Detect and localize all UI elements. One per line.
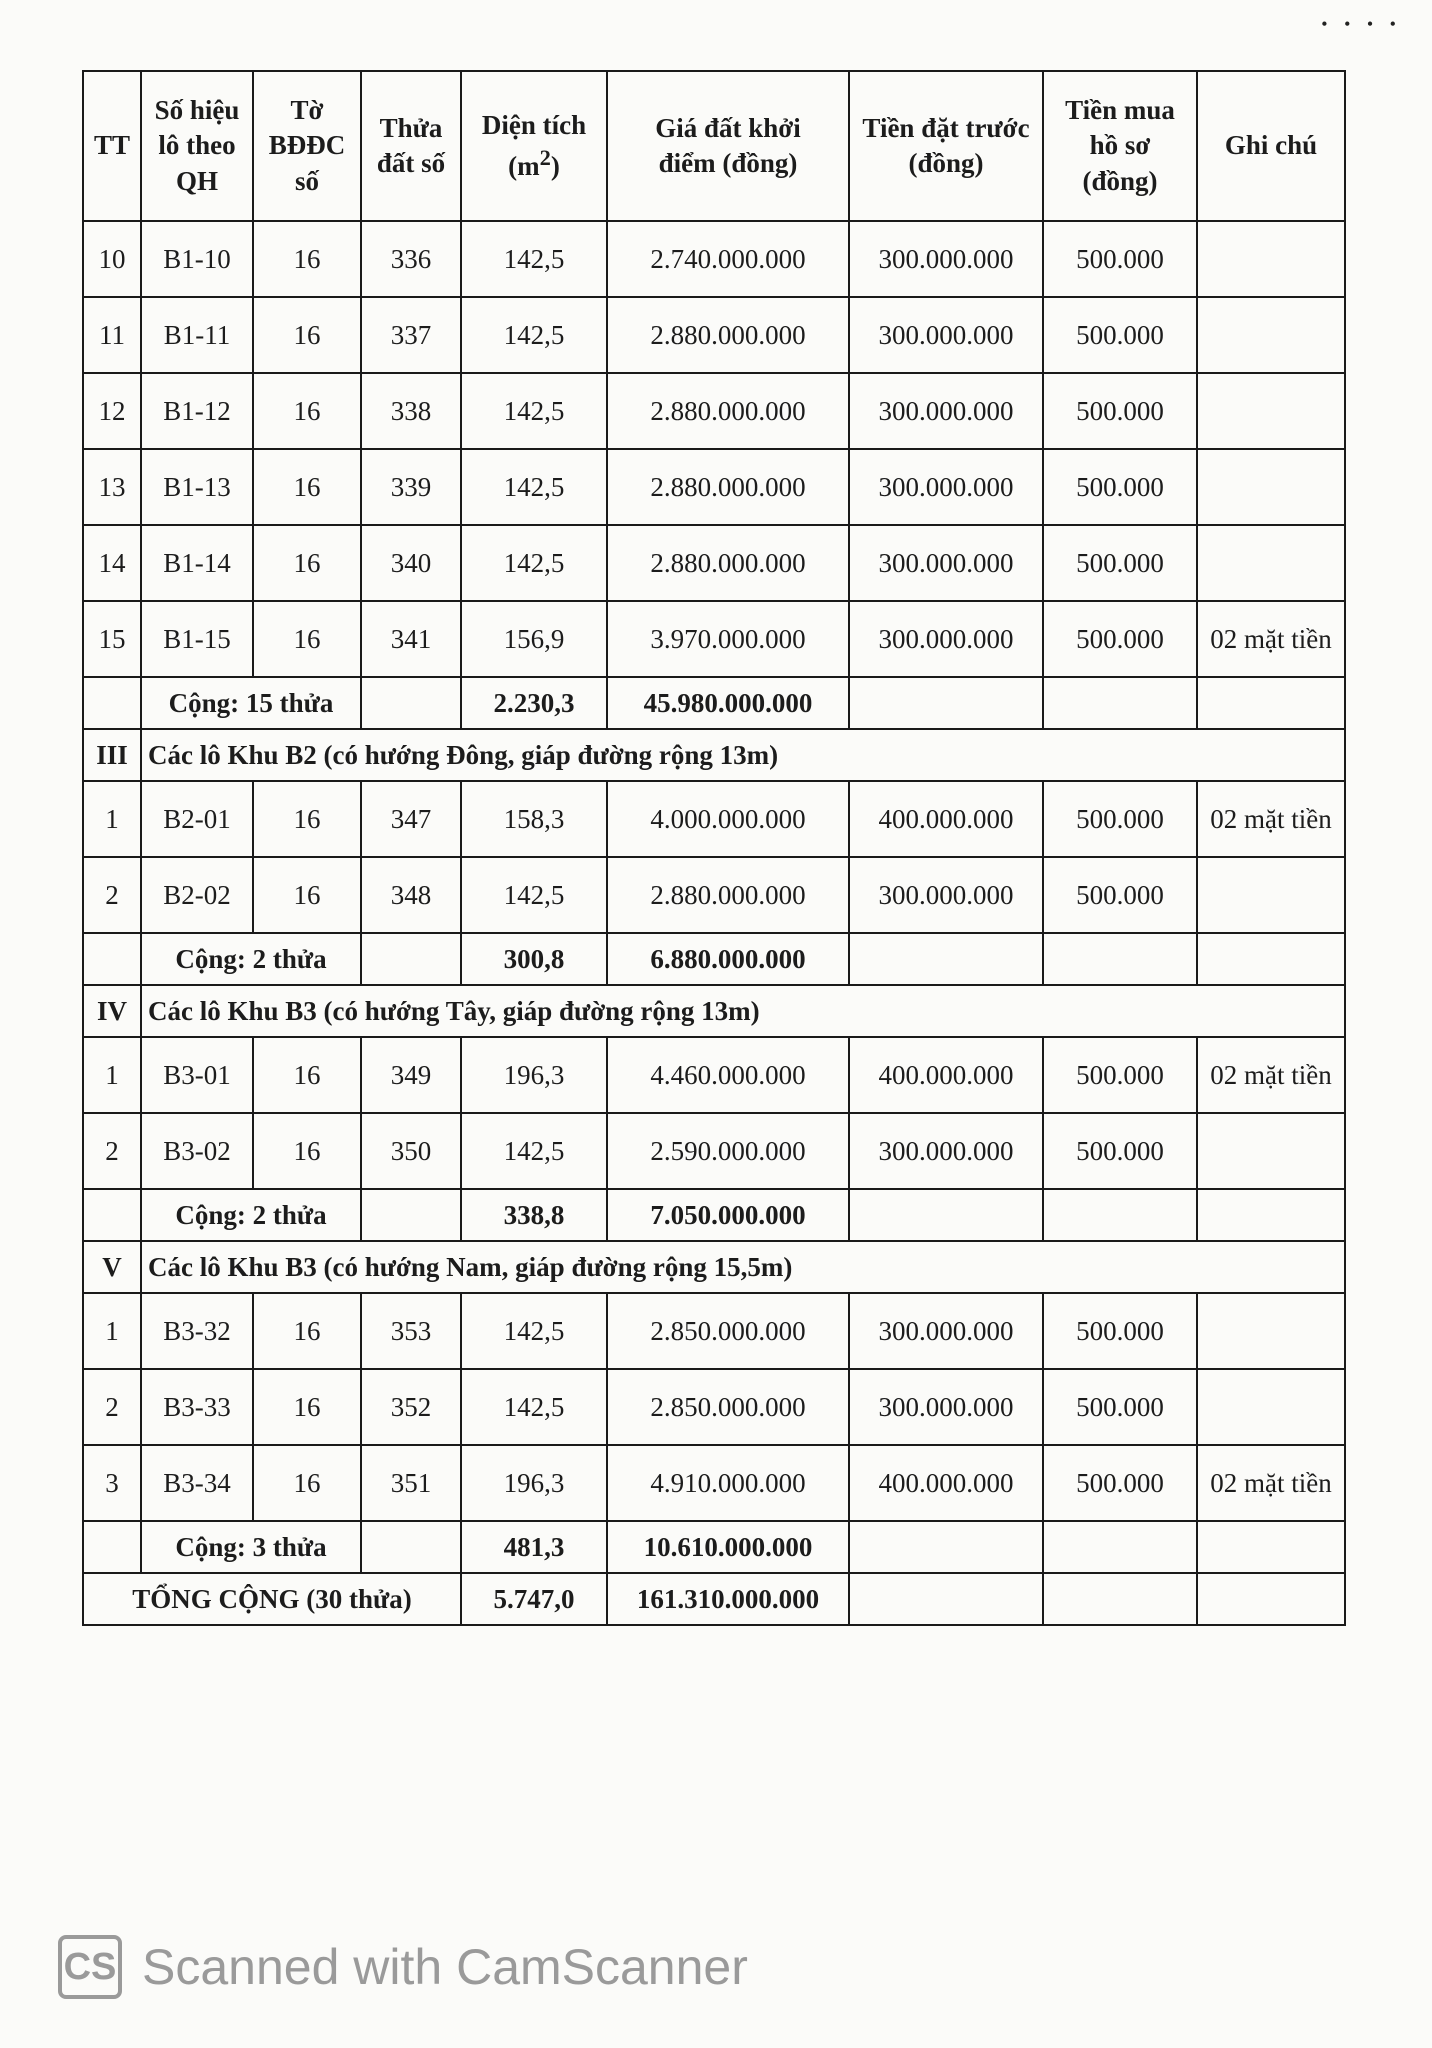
- table-row: 3 B3-34 16 351 196,3 4.910.000.000 400.000.000 500.000 02 mặt tiền: [83, 1445, 1345, 1521]
- section-header-row: IV Các lô Khu B3 (có hướng Tây, giáp đường rộng 13m): [83, 985, 1345, 1037]
- table-row: 13 B1-13 16 339 142,5 2.880.000.000 300.000.000 500.000: [83, 449, 1345, 525]
- section-header-row: V Các lô Khu B3 (có hướng Nam, giáp đường rộng 15,5m): [83, 1241, 1345, 1293]
- table-row: 1 B3-32 16 353 142,5 2.850.000.000 300.000.000 500.000: [83, 1293, 1345, 1369]
- table-row: 10 B1-10 16 336 142,5 2.740.000.000 300.000.000 500.000: [83, 221, 1345, 297]
- col-fee: Tiền mua hồ sơ (đồng): [1043, 71, 1197, 221]
- col-sheet: Tờ BĐĐC số: [253, 71, 361, 221]
- table-row: 2 B2-02 16 348 142,5 2.880.000.000 300.000.000 500.000: [83, 857, 1345, 933]
- table-row: 14 B1-14 16 340 142,5 2.880.000.000 300.000.000 500.000: [83, 525, 1345, 601]
- subtotal-row: Cộng: 3 thửa 481,3 10.610.000.000: [83, 1521, 1345, 1573]
- subtotal-row: Cộng: 2 thửa 338,8 7.050.000.000: [83, 1189, 1345, 1241]
- table-row: 12 B1-12 16 338 142,5 2.880.000.000 300.000.000 500.000: [83, 373, 1345, 449]
- col-lot: Số hiệu lô theo QH: [141, 71, 253, 221]
- col-tt: TT: [83, 71, 141, 221]
- col-note: Ghi chú: [1197, 71, 1345, 221]
- camscanner-watermark: [58, 1935, 748, 1999]
- col-price: Giá đất khởi điểm (đồng): [607, 71, 849, 221]
- table-row: 2 B3-33 16 352 142,5 2.850.000.000 300.000.000 500.000: [83, 1369, 1345, 1445]
- table-header: [83, 71, 1345, 221]
- section-header-row: III Các lô Khu B2 (có hướng Đông, giáp đường rộng 13m): [83, 729, 1345, 781]
- watermark-text: Scanned with CamScanner: [142, 1939, 748, 1995]
- table-row: 2 B3-02 16 350 142,5 2.590.000.000 300.000.000 500.000: [83, 1113, 1345, 1189]
- table-row: 15 B1-15 16 341 156,9 3.970.000.000 300.000.000 500.000 02 mặt tiền: [83, 601, 1345, 677]
- col-deposit: Tiền đặt trước (đồng): [849, 71, 1043, 221]
- scan-artifact-dots: • • • •: [1321, 14, 1402, 34]
- col-area: Diện tích $(m^2)$: [461, 71, 607, 221]
- table-row: 1 B2-01 16 347 158,3 4.000.000.000 400.000.000 500.000 02 mặt tiền: [83, 781, 1345, 857]
- subtotal-row: Cộng: 2 thửa 300,8 6.880.000.000: [83, 933, 1345, 985]
- camscanner-logo-icon: CS: [58, 1935, 122, 1999]
- grand-total-row: TỔNG CỘNG (30 thửa) 5.747,0 161.310.000.000: [83, 1573, 1345, 1625]
- subtotal-row: Cộng: 15 thửa 2.230,3 45.980.000.000: [83, 677, 1345, 729]
- col-parcel: Thửa đất số: [361, 71, 461, 221]
- land-lot-table: [82, 70, 1346, 1626]
- table-row: 11 B1-11 16 337 142,5 2.880.000.000 300.000.000 500.000: [83, 297, 1345, 373]
- table-row: 1 B3-01 16 349 196,3 4.460.000.000 400.000.000 500.000 02 mặt tiền: [83, 1037, 1345, 1113]
